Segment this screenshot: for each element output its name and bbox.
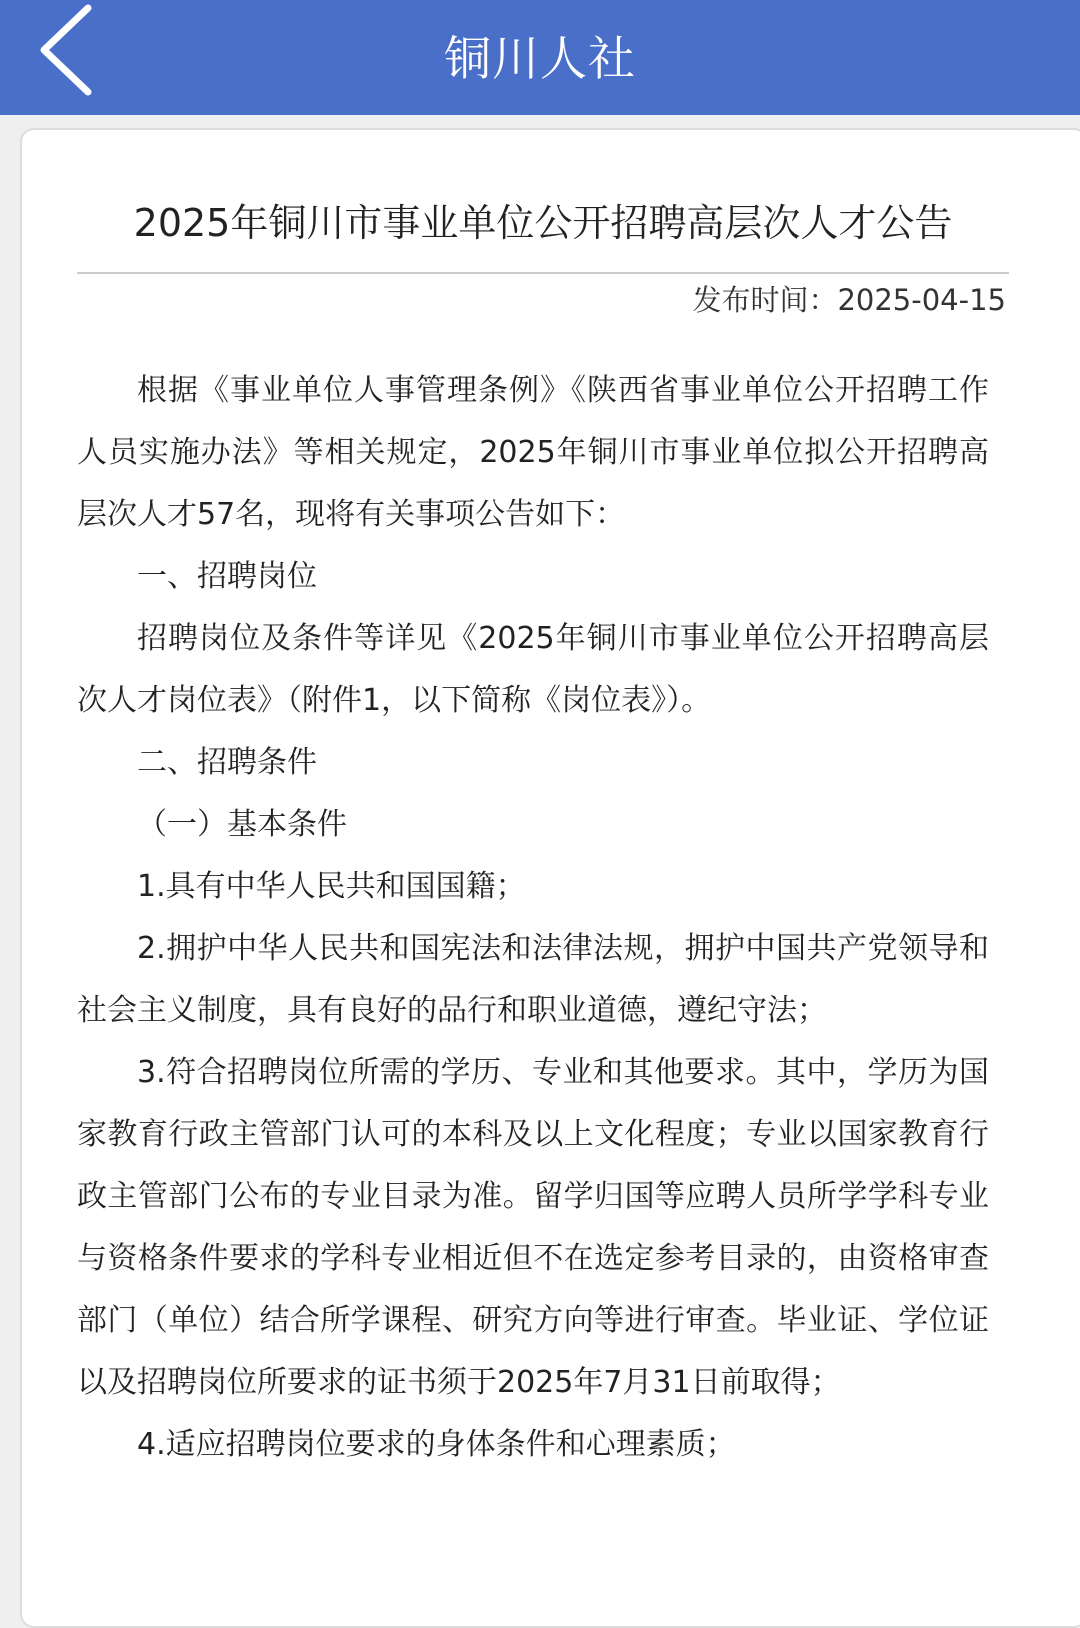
section-heading-conditions: 二、招聘条件 — [137, 745, 317, 780]
article-title: 2025年铜川市事业单位公开招聘高层次人才公告 — [133, 201, 953, 245]
paragraph-positions: 招聘岗位及条件等详见《2025年铜川市事业单位公开招聘高层次人才岗位表》（附件1，以下简称《岗位表》）。 — [77, 621, 989, 718]
publish-date: 发布时间：2025-04-15 — [692, 283, 1006, 317]
condition-item-4: 4.适应招聘岗位要求的身体条件和心理素质； — [137, 1427, 736, 1462]
subsection-heading-basic: （一）基本条件 — [137, 807, 347, 842]
condition-item-3: 3.符合招聘岗位所需的学历、专业和其他要求。其中，学历为国家教育行政主管部门认可的本科及以上文化程度；专业以国家教育行政主管部门公布的专业目录为准。留学归国等应聘人员所学学科专业与资格条件要求的学科专业相近但不在选定参考目录的，由资格审查部门（单位）结合所学课程、研究方向等进行审查。毕业证、学位证以及招聘岗位所要求的证书须于2025年7月31日前取得； — [77, 1055, 989, 1400]
app-title: 铜川人社 — [444, 32, 636, 87]
article-card — [20, 128, 1080, 1628]
article-body — [77, 360, 989, 1476]
section-heading-positions: 一、招聘岗位 — [137, 559, 317, 594]
title-divider — [77, 272, 1009, 274]
condition-item-1: 1.具有中华人民共和国国籍； — [137, 869, 526, 904]
top-navigation-bar — [0, 0, 1080, 115]
paragraph-intro: 根据《事业单位人事管理条例》《陕西省事业单位公开招聘工作人员实施办法》等相关规定，2025年铜川市事业单位拟公开招聘高层次人才57名，现将有关事项公告如下： — [77, 373, 989, 532]
condition-item-2: 2.拥护中华人民共和国宪法和法律法规，拥护中国共产党领导和社会主义制度，具有良好的品行和职业道德，遵纪守法； — [77, 931, 989, 1028]
